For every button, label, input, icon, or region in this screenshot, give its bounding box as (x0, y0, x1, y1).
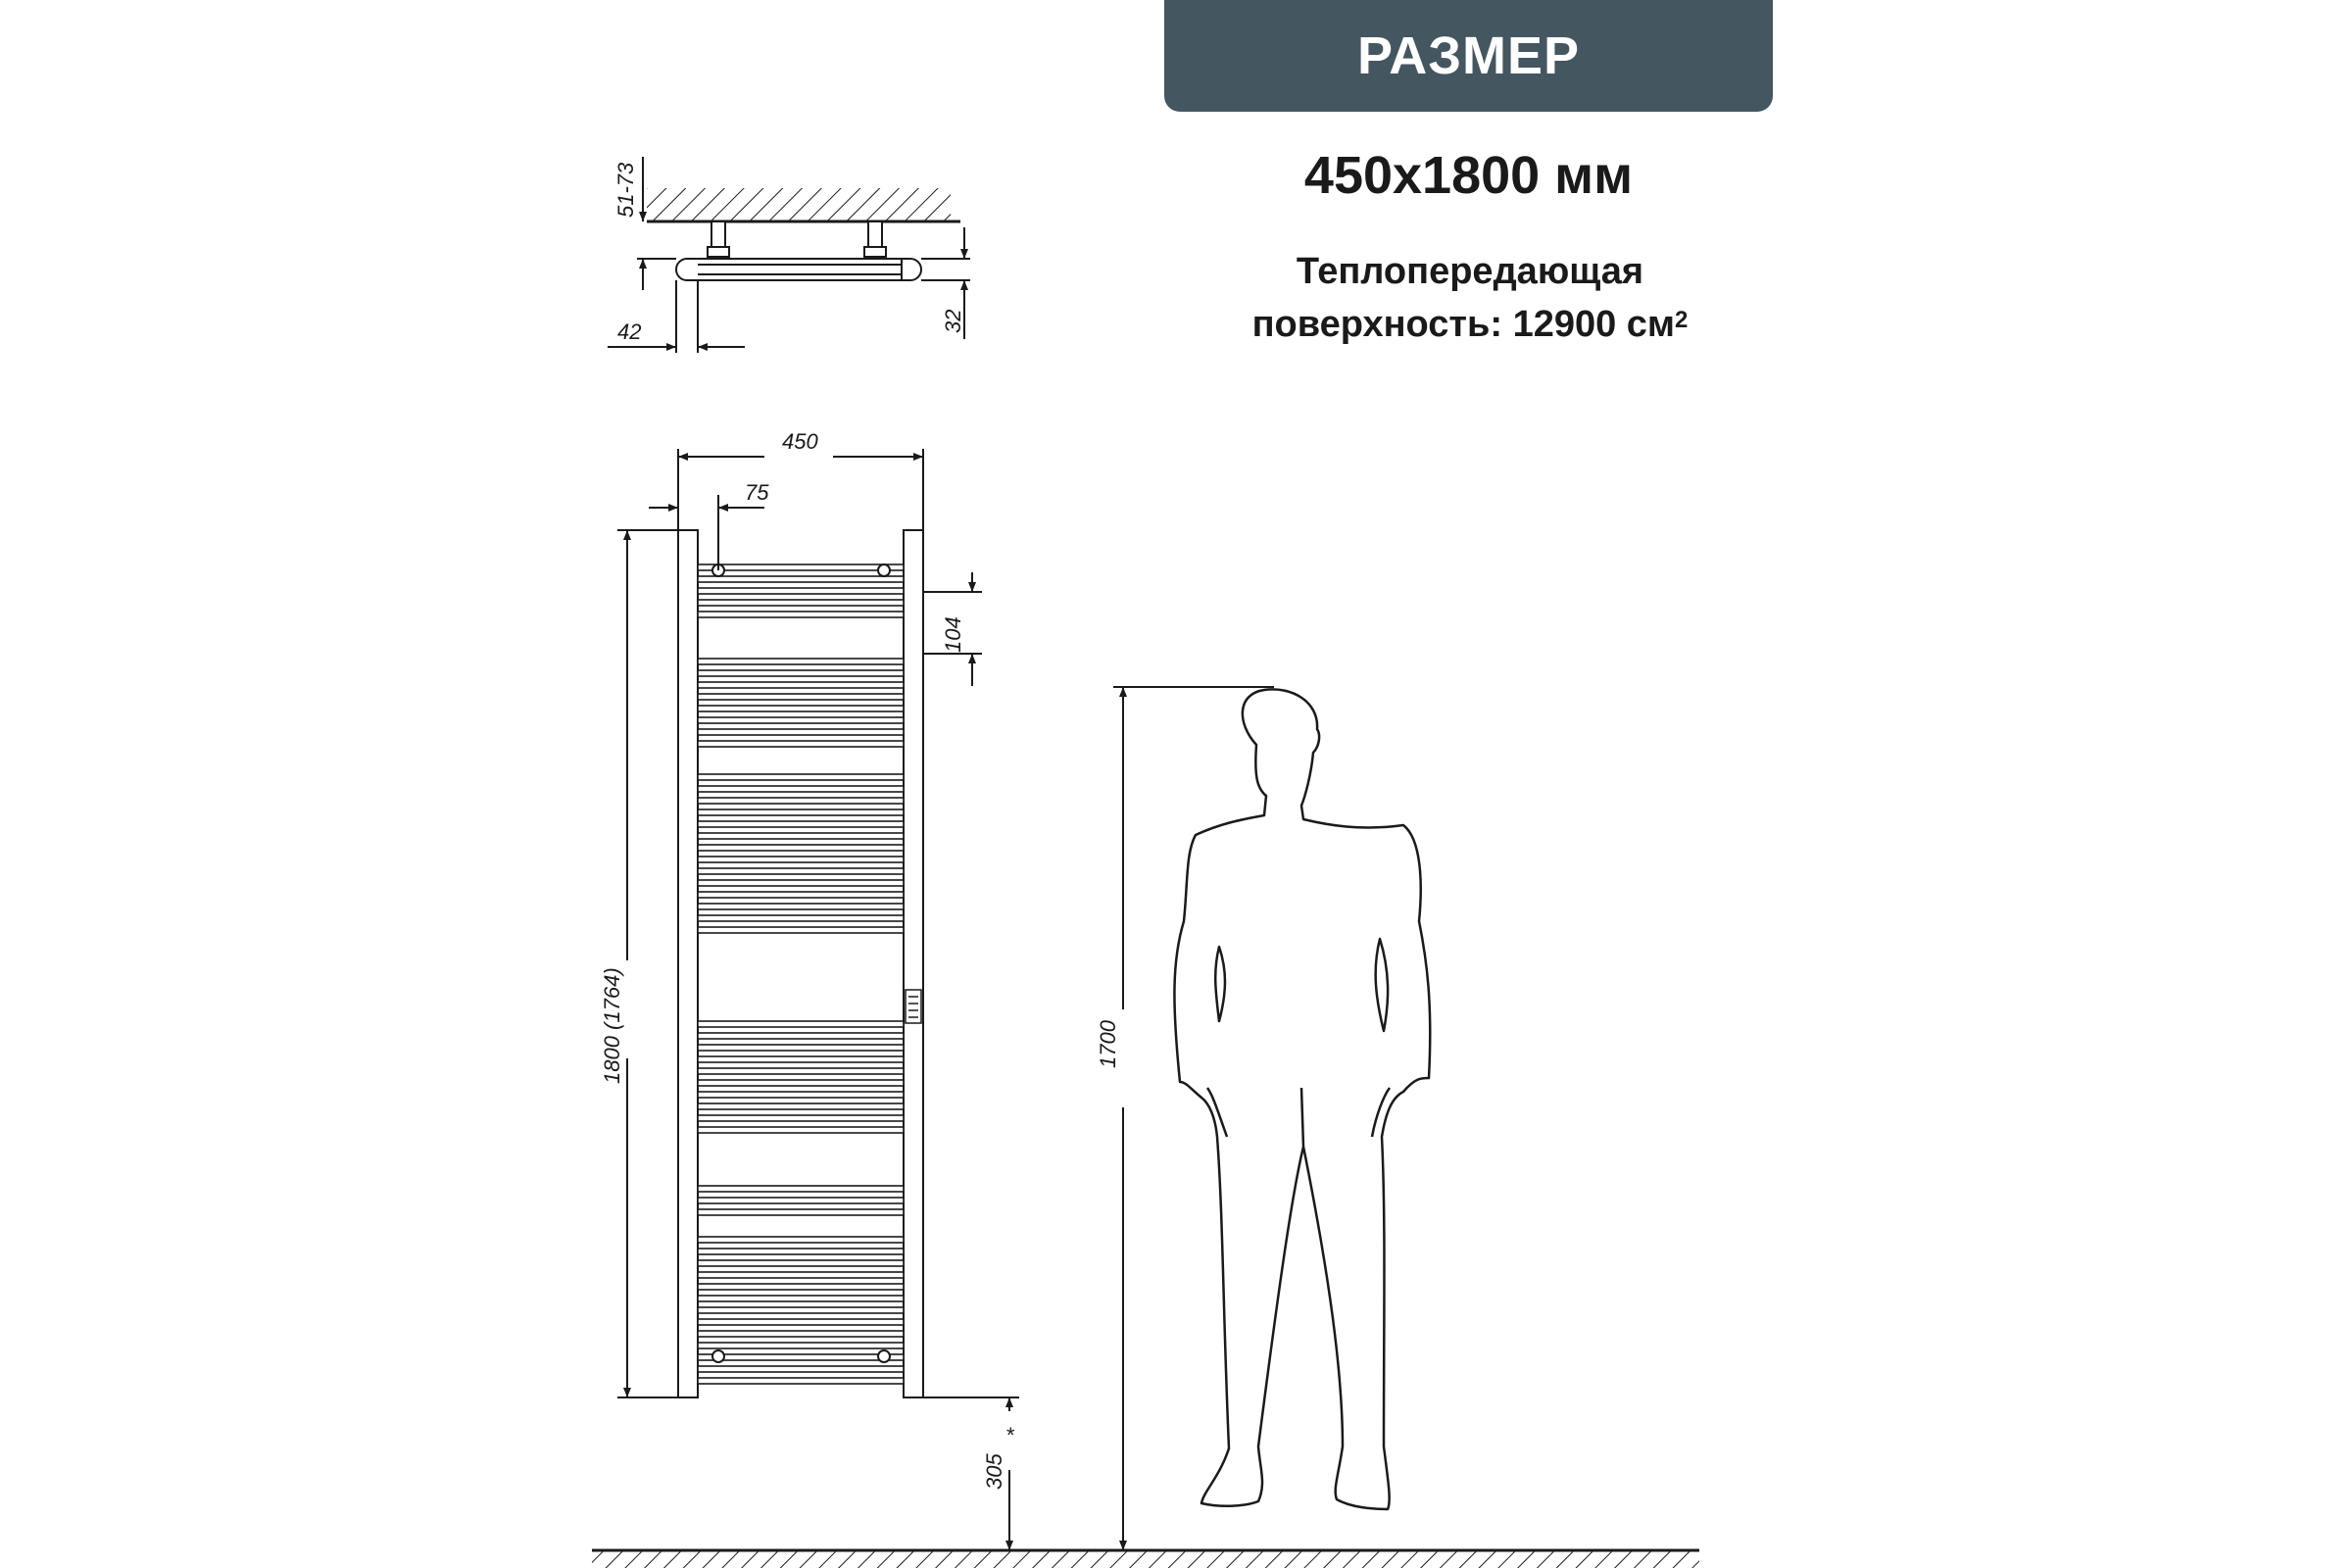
dim-height: 1800 (1764) (600, 967, 624, 1084)
rail (698, 1209, 904, 1215)
top-view (608, 157, 970, 353)
rail (698, 904, 904, 909)
rail (698, 1378, 904, 1384)
rail (698, 857, 904, 862)
rail (698, 1319, 904, 1325)
rail (698, 729, 904, 735)
rail (698, 600, 904, 606)
person-silhouette (1174, 689, 1430, 1509)
dim-wall-gap: 51-73 (613, 162, 638, 218)
heat-surface-value: поверхность: 12900 см (1251, 304, 1676, 345)
rail (698, 1366, 904, 1372)
rail (698, 1021, 904, 1027)
rail (698, 1284, 904, 1290)
rail (698, 1103, 904, 1109)
rail (698, 1092, 904, 1098)
rail (698, 682, 904, 688)
rail (698, 1272, 904, 1278)
wall-hatch (647, 188, 951, 221)
rail (698, 892, 904, 898)
rails (698, 564, 904, 1384)
rail (698, 1307, 904, 1313)
rail (698, 833, 904, 839)
dim-width: 450 (782, 429, 818, 454)
rail (698, 564, 904, 570)
rail (698, 1354, 904, 1360)
rail (698, 670, 904, 676)
rail (698, 809, 904, 815)
rail (698, 1331, 904, 1337)
rail (698, 915, 904, 921)
rail (698, 1198, 904, 1203)
floor-hatch (592, 1550, 1699, 1568)
collector-left (678, 530, 698, 1397)
rail (698, 1237, 904, 1243)
connector-top-right (878, 564, 890, 576)
rail (698, 1249, 904, 1254)
dim-depth: 32 (941, 309, 965, 333)
bracket-left (711, 221, 725, 247)
rail (698, 880, 904, 886)
rail (698, 845, 904, 851)
rail (698, 1115, 904, 1121)
rail (698, 706, 904, 711)
rail (698, 588, 904, 594)
rail (698, 868, 904, 874)
rail (698, 774, 904, 780)
connector-bottom-right (878, 1350, 890, 1362)
rail (698, 717, 904, 723)
rail (698, 786, 904, 792)
rail (698, 741, 904, 747)
rail (698, 1186, 904, 1192)
rail (698, 1056, 904, 1062)
rail (698, 576, 904, 582)
front-view (617, 449, 1019, 1550)
rail (698, 694, 904, 700)
rail (698, 821, 904, 827)
title-text: РАЗМЕР (1356, 26, 1581, 85)
brand-plate (906, 990, 921, 1023)
connector-bottom-left (712, 1350, 724, 1362)
dim-floor-gap: 305 (982, 1453, 1006, 1490)
rail (698, 612, 904, 617)
rail (698, 1296, 904, 1301)
rail (698, 927, 904, 933)
collector-right (904, 530, 923, 1397)
collector-pipe (676, 259, 921, 280)
dim-person-height: 1700 (1096, 1020, 1120, 1068)
dim-pipe-offset: 42 (617, 319, 642, 344)
rail (698, 1343, 904, 1348)
size-label: 450x1800 мм (1303, 146, 1634, 205)
rail (698, 1260, 904, 1266)
rail (698, 659, 904, 664)
dim-rail-pitch: 104 (941, 616, 965, 653)
heat-surface-line1: Теплопередающая (1296, 251, 1644, 292)
heat-surface-unit-sup: 2 (1675, 307, 1689, 333)
rail (698, 1068, 904, 1074)
rail (698, 1127, 904, 1133)
rail (698, 798, 904, 804)
rail (698, 1045, 904, 1051)
bracket-right (868, 221, 882, 247)
dim-floor-gap-star: * (1005, 1423, 1014, 1447)
rail (698, 1033, 904, 1039)
rail (698, 1080, 904, 1086)
dim-axis-offset: 75 (745, 480, 769, 505)
